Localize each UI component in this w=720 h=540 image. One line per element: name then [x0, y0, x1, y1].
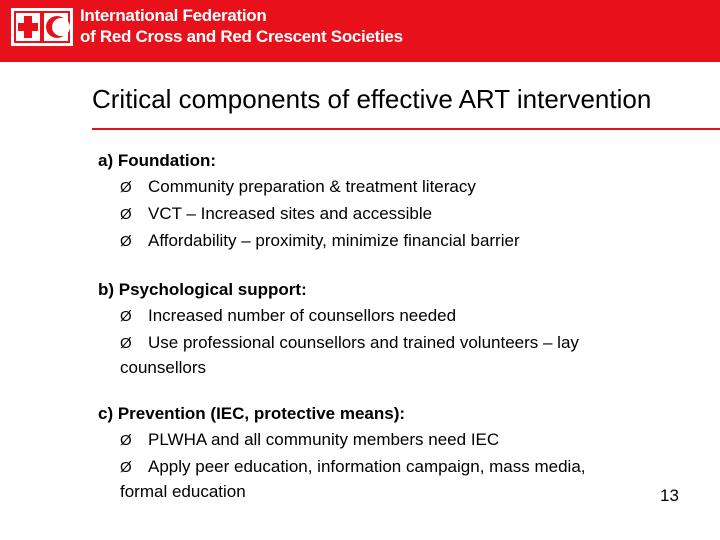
section-heading: a) Foundation:	[98, 151, 217, 170]
title-divider	[92, 128, 720, 130]
header-bar	[0, 0, 720, 62]
bullet-text: Increased number of counsellors needed	[148, 306, 457, 325]
slide-title: Critical components of effective ART intervention	[92, 84, 652, 114]
list-item	[98, 201, 698, 228]
section-foundation	[98, 148, 698, 255]
arrow-bullet-icon: Ø	[120, 459, 132, 476]
list-item	[98, 228, 698, 255]
arrow-bullet-icon: Ø	[120, 179, 132, 196]
arrow-bullet-icon: Ø	[120, 233, 132, 250]
list-item	[98, 174, 698, 201]
section-heading: b) Psychological support:	[98, 280, 307, 299]
list-item	[98, 454, 698, 481]
arrow-bullet-icon: Ø	[120, 335, 132, 352]
bullet-continuation: counsellors	[120, 358, 206, 377]
bullet-text: Affordability – proximity, minimize financial barrier	[148, 231, 520, 250]
list-item	[98, 427, 698, 454]
list-item	[98, 330, 698, 357]
arrow-bullet-icon: Ø	[120, 206, 132, 223]
org-name-line2: of Red Cross and Red Crescent Societies	[80, 27, 403, 46]
arrow-bullet-icon: Ø	[120, 432, 132, 449]
section-heading: c) Prevention (IEC, protective means):	[98, 404, 406, 423]
bullet-text: Use professional counsellors and trained volunteers – lay	[148, 333, 579, 352]
list-item	[98, 303, 698, 330]
slide-content	[98, 148, 698, 525]
bullet-text: Apply peer education, information campaign, mass media,	[148, 457, 586, 476]
bullet-text: Community preparation & treatment literacy	[148, 177, 476, 196]
org-name-line1: International Federation	[80, 6, 267, 25]
section-psychological-support	[98, 277, 698, 379]
organization-name	[80, 5, 403, 47]
red-cross-crescent-emblem-icon	[11, 8, 73, 46]
bullet-continuation: formal education	[120, 482, 246, 501]
bullet-text: VCT – Increased sites and accessible	[148, 204, 433, 223]
arrow-bullet-icon: Ø	[120, 308, 132, 325]
page-number: 13	[660, 486, 679, 505]
bullet-text: PLWHA and all community members need IEC	[148, 430, 500, 449]
section-prevention	[98, 401, 698, 503]
